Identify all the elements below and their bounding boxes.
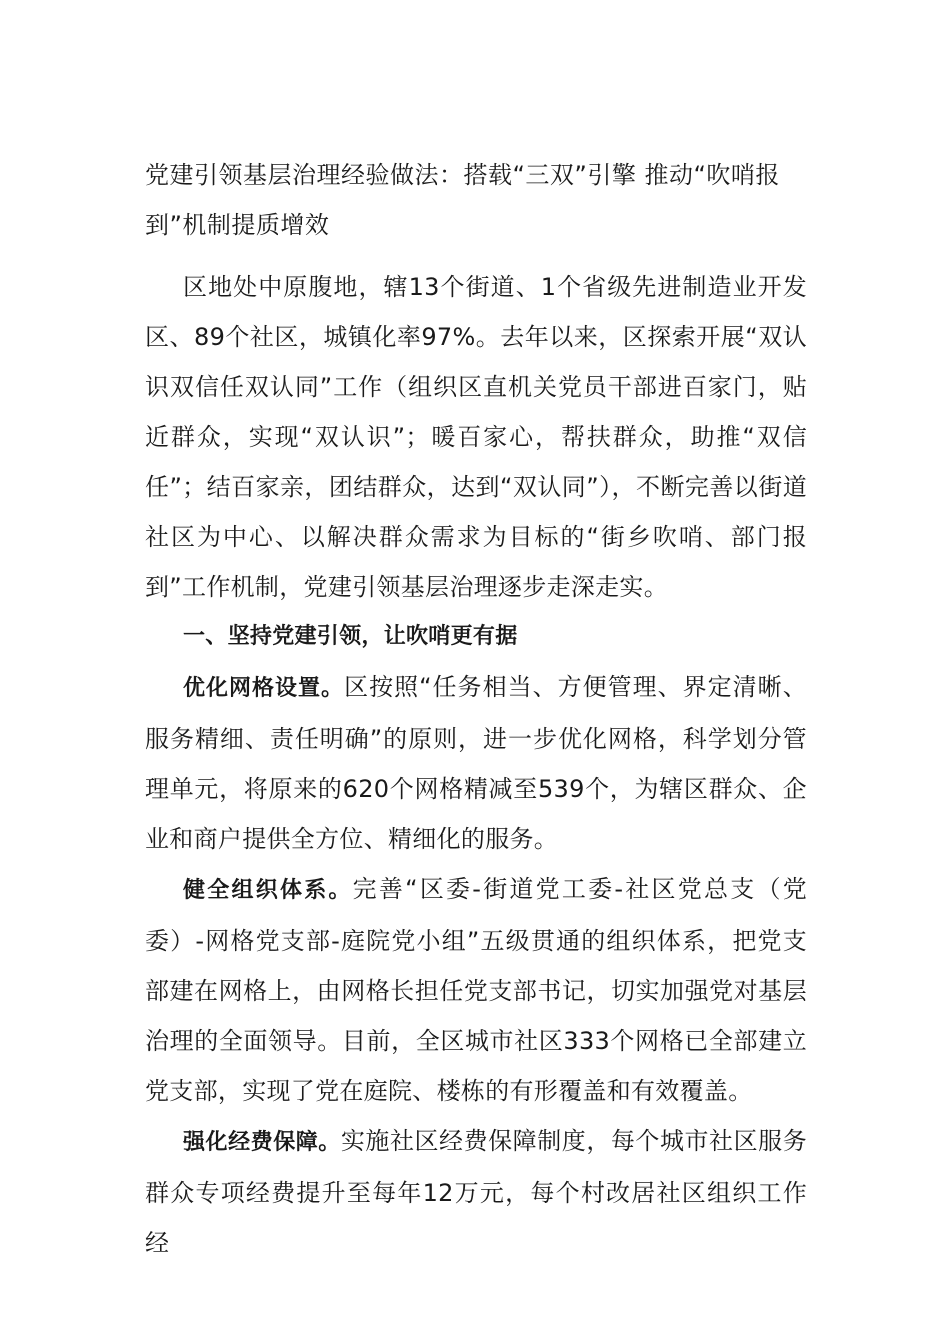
section-heading-1: 一、坚持党建引领，让吹哨更有据: [183, 624, 518, 649]
intro-paragraph: 区地处中原腹地，辖13个街道、1个省级先进制造业开发区、89个社区，城镇化率97%。去年以来，区探索开展“双认识双信任双认同”工作（组织区直机关党员干部进百家门，贴近群众，实现“双认识”；暖百家心，帮扶群众，助推“双信任”；结百家亲，团结群众，达到“双认同”），不断完善以街道社区为中心、以解决群众需求为目标的“街乡吹哨、部门报到”工作机制，党建引领基层治理逐步走深走实。: [145, 273, 807, 601]
paragraph-grid-setting: [145, 662, 807, 864]
paragraph-body-grid-setting: 区按照“任务相当、方便管理、界定清晰、服务精细、责任明确”的原则，进一步优化网格，科学划分管理单元，将原来的620个网格精减至539个，为辖区群众、企业和商户提供全方位、精细化的服务。: [145, 673, 807, 853]
paragraph-lead-grid-setting: 优化网格设置。: [183, 676, 345, 701]
paragraph-body-funding-guarantee: 实施社区经费保障制度，每个城市社区服务群众专项经费提升至每年12万元，每个村改居社区组织工作经: [145, 1127, 807, 1257]
paragraph-lead-organization-system: 健全组织体系。: [183, 878, 353, 903]
document-page: [145, 150, 807, 1268]
document-title: 党建引领基层治理经验做法：搭载“三双”引擎 推动“吹哨报到”机制提质增效: [145, 161, 780, 239]
paragraph-body-organization-system: 完善“区委-街道党工委-社区党总支（党委）-网格党支部-庭院党小组”五级贯通的组织体系，把党支部建在网格上，由网格长担任党支部书记，切实加强党对基层治理的全面领导。目前，全区城市社区333个网格已全部建立党支部，实现了党在庭院、楼栋的有形覆盖和有效覆盖。: [145, 875, 807, 1105]
paragraph-funding-guarantee: [145, 1116, 807, 1268]
paragraph-organization-system: [145, 864, 807, 1116]
paragraph-lead-funding-guarantee: 强化经费保障。: [183, 1130, 341, 1155]
